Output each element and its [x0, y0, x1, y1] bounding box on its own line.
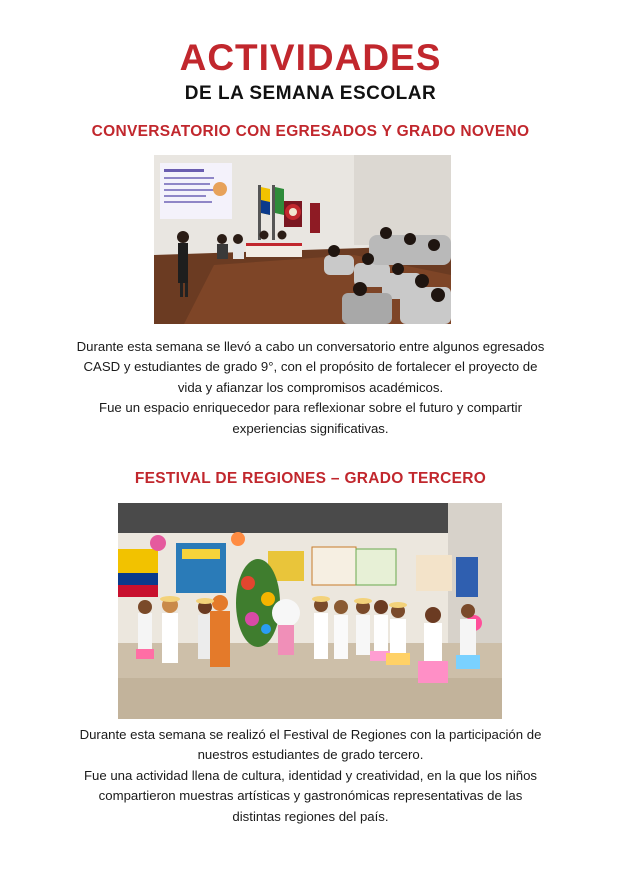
paragraph-line: vida y afianzar los compromisos académicos.	[177, 379, 444, 395]
section-heading-conversatorio: CONVERSATORIO CON EGRESADOS Y GRADO NOVENO	[91, 123, 530, 140]
page-subtitle: DE LA SEMANA ESCOLAR	[184, 83, 437, 104]
paragraph-line: Durante esta semana se realizó el Festival de Regiones con la participación de	[79, 727, 542, 742]
conversatorio-description	[30, 337, 591, 439]
section-heading-festival: FESTIVAL DE REGIONES – GRADO TERCERO	[134, 470, 487, 487]
paragraph-line: Durante esta semana se llevó a cabo un conversatorio entre algunos egresados	[76, 339, 545, 354]
conversatorio-photo	[154, 155, 451, 324]
paragraph-line: experiencias significativas.	[232, 420, 389, 436]
festival-description	[30, 725, 591, 827]
paragraph-line: distintas regiones del país.	[232, 808, 389, 824]
paragraph-line: Fue una actividad llena de cultura, identidad y creatividad, en la que los niños	[83, 767, 538, 783]
paragraph-line: Fue un espacio enriquecedor para reflexionar sobre el futuro y compartir	[99, 400, 522, 416]
festival-photo	[118, 503, 502, 719]
page-title: ACTIVIDADES	[179, 37, 442, 78]
paragraph-line: compartieron muestras artísticas y gastronómicas representativas de las	[98, 788, 523, 804]
paragraph-line: nuestros estudiantes de grado tercero.	[197, 747, 424, 763]
paragraph-line: CASD y estudiantes de grado 9°, con el propósito de fortalecer el proyecto de	[83, 359, 538, 375]
